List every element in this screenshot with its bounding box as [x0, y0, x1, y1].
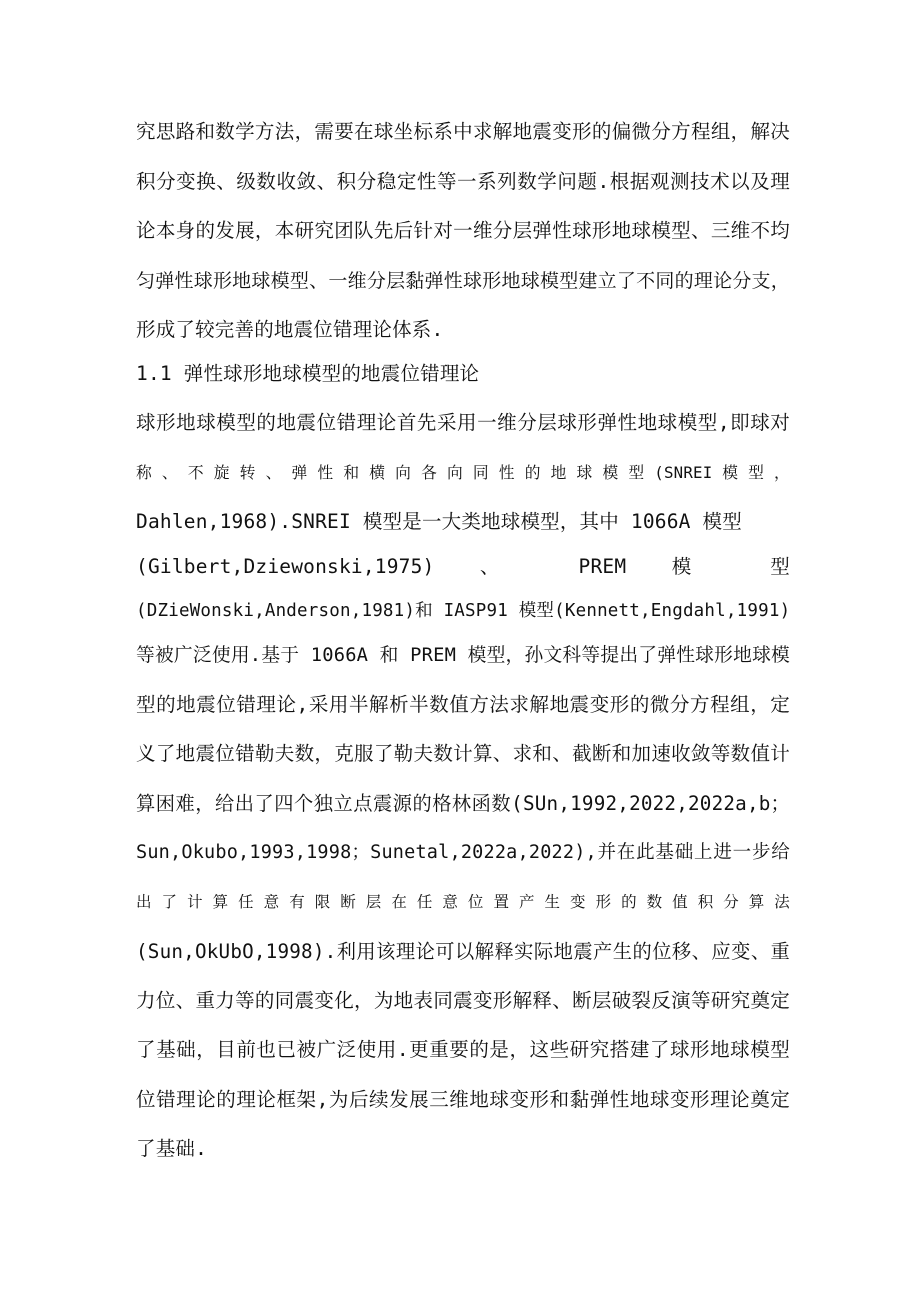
text-line: (Sun,OkUbO,1998).利用该理论可以解释实际地震产生的位移、应变、重 [136, 940, 790, 963]
text-line: 积分变换、级数收敛、积分稳定性等一系列数学问题.根据观测技术以及理 [136, 170, 790, 193]
text-line: 出 了 计 算 任 意 有 限 断 层 在 任 意 位 置 产 生 变 形 的 数 值 积 分 算 法 [136, 893, 790, 911]
text-line: 等被广泛使用.基于 1066A 和 PREM 模型，孙文科等提出了弹性球形地球模 [136, 645, 790, 666]
text-line: Sun,Okubo,1993,1998；Sunetal,2022a,2022),并在此基础上进一步给 [136, 842, 790, 863]
text-line: 了基础. [136, 1137, 208, 1160]
text-line: 称 、 不 旋 转 、 弹 性 和 横 向 各 向 同 性 的 地 球 模 型 (SNREI 模 型 ， [136, 463, 790, 482]
text-line: 了基础，目前也已被广泛使用.更重要的是，这些研究搭建了球形地球模型 [136, 1038, 790, 1061]
text-line: 义了地震位错勒夫数，克服了勒夫数计算、求和、截断和加速收敛等数值计 [136, 742, 790, 765]
text-line: 位错理论的理论框架,为后续发展三维地球变形和黏弹性地球变形理论奠定 [136, 1088, 790, 1111]
text-line: 究思路和数学方法，需要在球坐标系中求解地震变形的偏微分方程组，解决 [136, 120, 790, 143]
text-line: 算困难，给出了四个独立点震源的格林函数(SUn,1992,2022,2022a,b； [136, 792, 790, 815]
text-line: 力位、重力等的同震变化，为地表同震变形解释、断层破裂反演等研究奠定 [136, 989, 790, 1012]
text-line: (Gilbert,Dziewonski,1975) 、 PREM 模 型 [136, 555, 790, 578]
text-line: 匀弹性球形地球模型、一维分层黏弹性球形地球模型建立了不同的理论分支， [136, 270, 790, 292]
text-line: Dahlen,1968).SNREI 模型是一大类地球模型，其中 1066A 模型 [136, 510, 742, 533]
text-line: 型的地震位错理论,采用半解析半数值方法求解地震变形的微分方程组，定 [136, 693, 790, 716]
text-line: (DZieWonski,Anderson,1981)和 IASP91 模型(Kennett,Engdahl,1991) [136, 601, 791, 621]
text-line: 形成了较完善的地震位错理论体系. [136, 318, 444, 341]
text-line: 论本身的发展，本研究团队先后针对一维分层弹性球形地球模型、三维不均 [136, 219, 790, 242]
section-heading: 1.1 弹性球形地球模型的地震位错理论 [136, 362, 480, 385]
text-line: 球形地球模型的地震位错理论首先采用一维分层球形弹性地球模型,即球对 [136, 411, 790, 434]
